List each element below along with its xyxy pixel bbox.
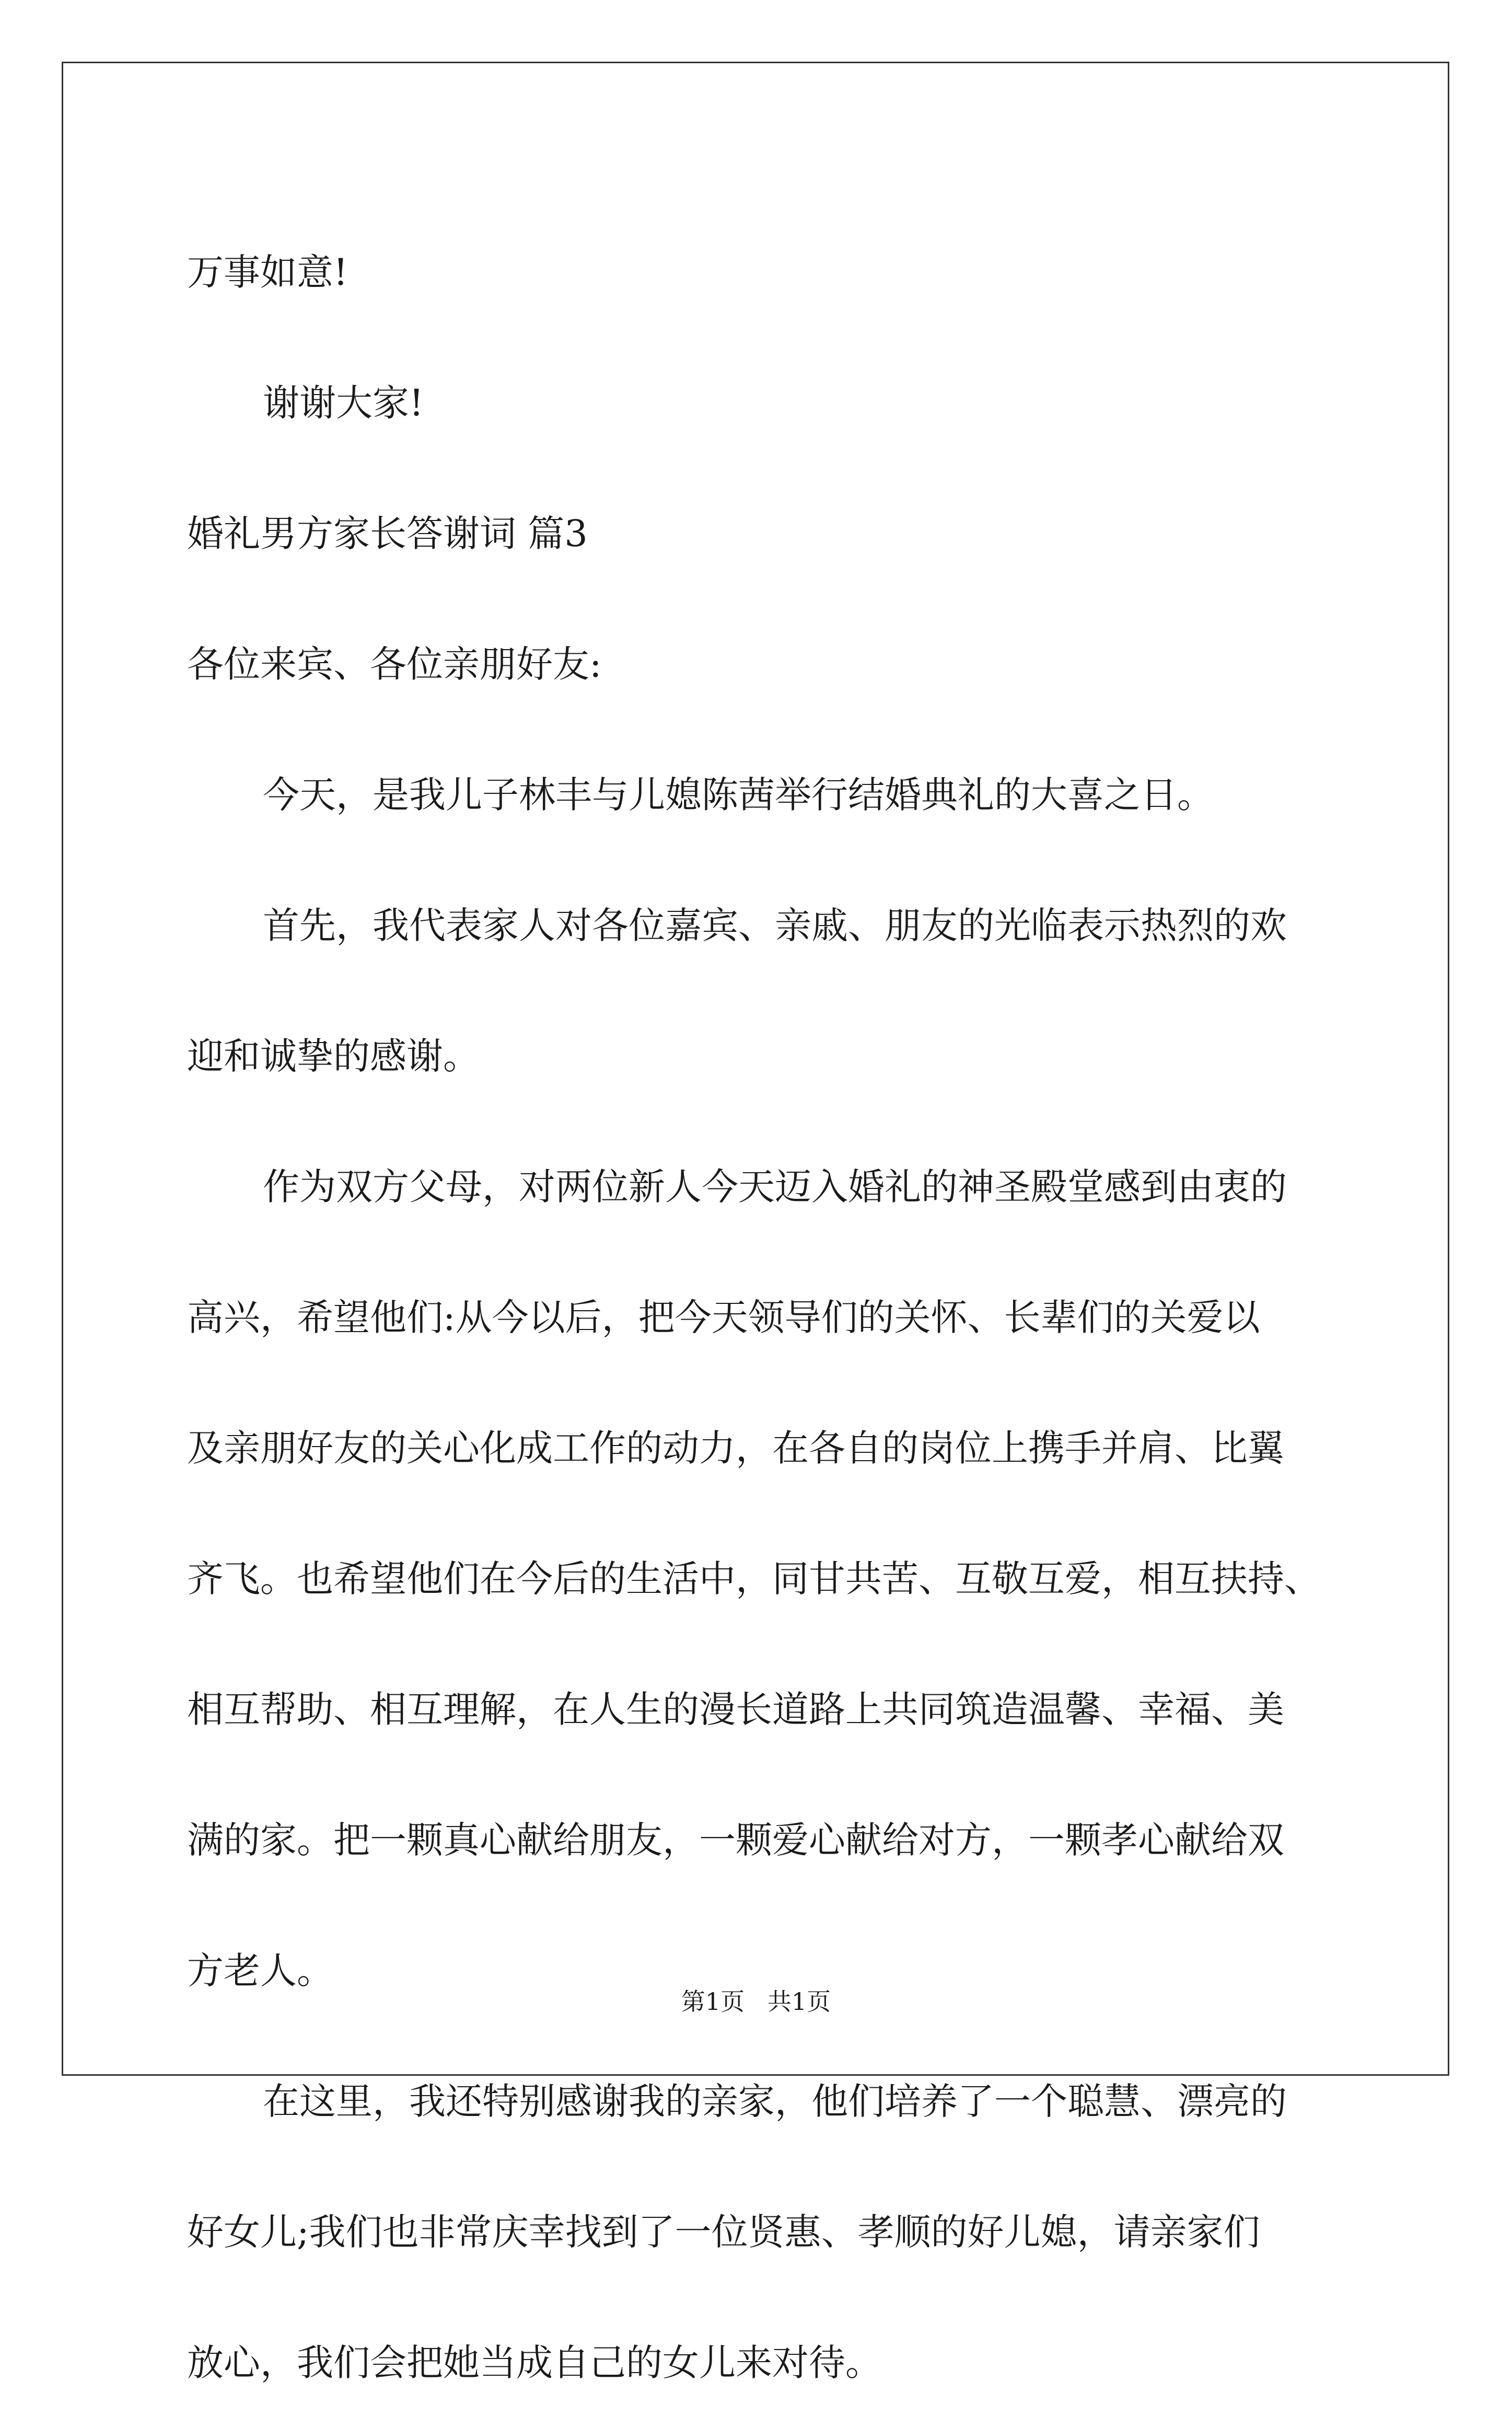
text-line: 好女儿;我们也非常庆幸找到了一位贤惠、孝顺的好儿媳，请亲家们 bbox=[187, 2211, 1260, 2253]
text-line: 相互帮助、相互理解，在人生的漫长道路上共同筑造温馨、幸福、美 bbox=[187, 1688, 1284, 1731]
page-footer: 第1页 共1页 bbox=[681, 1987, 831, 2016]
text-line: 万事如意! bbox=[187, 251, 348, 294]
text-line: 放心，我们会把她当成自己的女儿来对待。 bbox=[187, 2341, 882, 2384]
text-line: 高兴，希望他们:从今以后，把今天领导们的关怀、长辈们的关爱以 bbox=[187, 1296, 1260, 1339]
text-line: 作为双方父母，对两位新人今天迈入婚礼的神圣殿堂感到由衷的 bbox=[263, 1165, 1287, 1208]
text-line: 方老人。 bbox=[187, 1949, 333, 1992]
text-line: 今天，是我儿子林丰与儿媳陈茜举行结婚典礼的大喜之日。 bbox=[263, 773, 1214, 816]
text-line: 谢谢大家! bbox=[263, 381, 424, 424]
text-line: 迎和诚挚的感谢。 bbox=[187, 1035, 480, 1078]
text-line: 满的家。把一颗真心献给朋友，一颗爱心献给对方，一颗孝心献给双 bbox=[187, 1819, 1284, 1862]
text-line: 齐飞。也希望他们在今后的生活中，同甘共苦、互敬互爱，相互扶持、 bbox=[187, 1557, 1321, 1600]
document-body bbox=[187, 207, 1339, 2428]
text-line: 在这里，我还特别感谢我的亲家，他们培养了一个聪慧、漂亮的 bbox=[263, 2080, 1287, 2123]
text-line: 首先，我代表家人对各位嘉宾、亲戚、朋友的光临表示热烈的欢 bbox=[263, 904, 1287, 947]
text-line: 及亲朋好友的关心化成工作的动力，在各自的岗位上携手并肩、比翼 bbox=[187, 1427, 1284, 1470]
salutation: 各位来宾、各位亲朋好友: bbox=[187, 643, 602, 686]
section-heading: 婚礼男方家长答谢词 篇3 bbox=[187, 512, 588, 555]
